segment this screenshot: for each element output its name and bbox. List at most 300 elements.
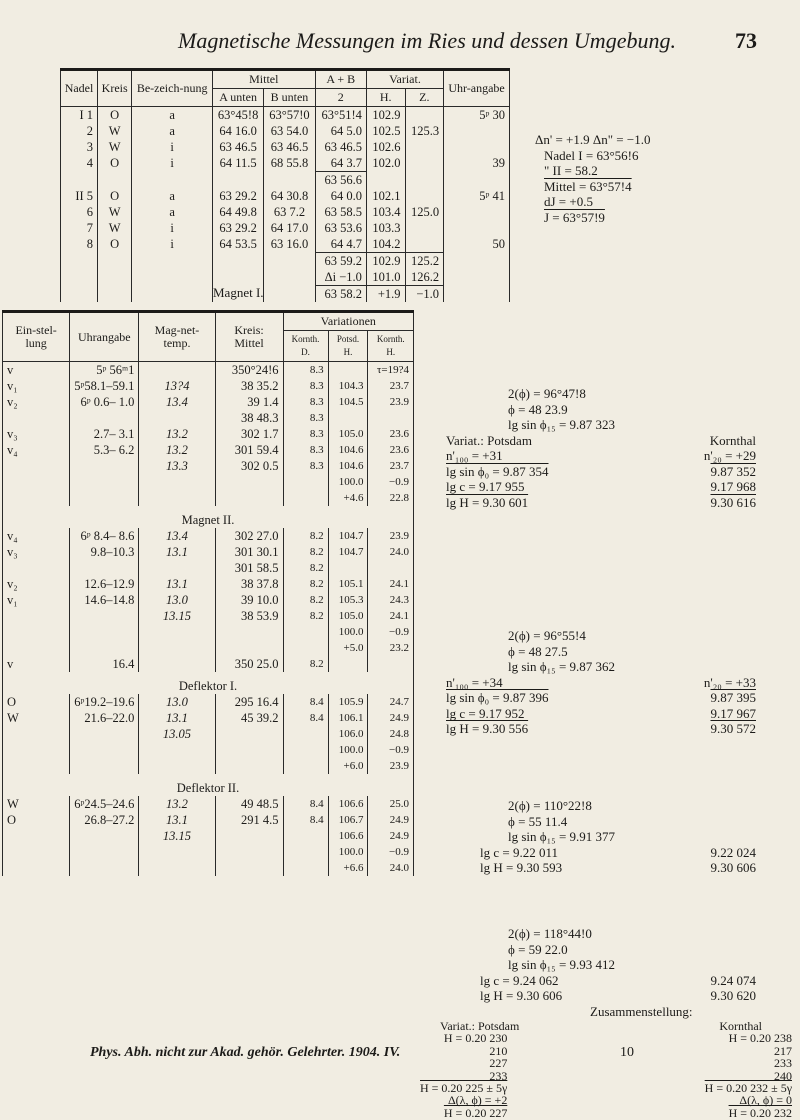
result-block-3 — [446, 628, 756, 737]
table-cell: 8.2 — [283, 592, 328, 608]
table-cell — [70, 490, 139, 506]
summary-value-rows — [420, 1032, 792, 1119]
summary-values — [420, 1020, 792, 1119]
table-cell: 64 11.5 — [212, 155, 263, 172]
col-h: H. — [366, 89, 405, 107]
table-cell: 13.1 — [139, 710, 215, 726]
table-cell: 302 27.0 — [215, 528, 283, 544]
table-cell: 64 4.7 — [315, 236, 366, 253]
table-cell: 106.1 — [328, 710, 368, 726]
nadel-i-line: Nadel I = 63°56!6 — [544, 147, 639, 163]
table-cell — [3, 474, 70, 490]
table-cell: −1.0 — [405, 286, 444, 303]
table-cell — [3, 844, 70, 860]
n-row — [446, 448, 756, 464]
col-variationen: Variationen — [283, 312, 414, 331]
variat-potsdam: Variat.: Potsdam — [446, 432, 532, 448]
table-cell — [61, 269, 98, 286]
table-cell: 63 53.6 — [315, 220, 366, 236]
table-row — [61, 172, 510, 189]
delta-n-line: Δn' = +1.9 Δn" = −1.0 — [535, 132, 651, 147]
table-cell — [328, 656, 368, 672]
table-cell — [283, 860, 328, 876]
table-cell: 125.3 — [405, 123, 444, 139]
table-cell — [264, 253, 315, 270]
table-cell — [283, 742, 328, 758]
table-cell: 8.3 — [283, 362, 328, 379]
table-cell: 39 1.4 — [215, 394, 283, 410]
summary-value: H = 0.20 230 — [443, 1031, 508, 1046]
table-row — [3, 458, 414, 474]
running-title: Magnetische Messungen im Ries und dessen Umgebung. — [178, 28, 676, 53]
table-cell: 125.2 — [405, 253, 444, 270]
table-cell: 63 46.5 — [264, 139, 315, 155]
table-cell — [3, 410, 70, 426]
lgc-kornthal: 9.22 024 — [710, 844, 756, 860]
table-cell — [215, 624, 283, 640]
phi2-line: 2(ϕ) = 118°44!0 — [508, 926, 592, 941]
table-cell: 63 29.2 — [212, 188, 263, 204]
table-cell: 63 58.2 — [315, 286, 366, 303]
lgc-kornthal: 9.24 074 — [710, 972, 756, 988]
table-cell: 23.2 — [368, 640, 414, 656]
table-cell: 4 — [61, 155, 98, 172]
table-cell: W — [98, 220, 132, 236]
table-cell: 295 16.4 — [215, 694, 283, 710]
table-cell: 63 54.0 — [264, 123, 315, 139]
table-cell: 103.4 — [366, 204, 405, 220]
summary-value: 227 — [489, 1056, 508, 1071]
result-block-2 — [446, 386, 756, 510]
table-cell: 23.7 — [368, 458, 414, 474]
table-row — [61, 155, 510, 172]
table-cell: 13?4 — [139, 378, 215, 394]
table-cell: 301 58.5 — [215, 560, 283, 576]
table-cell: O — [3, 812, 70, 828]
table-cell — [215, 758, 283, 774]
table-cell: 64 17.0 — [264, 220, 315, 236]
lgsin15-line: lg sin ϕ₁₅ = 9.87 362 — [508, 659, 616, 674]
table-cell: 8.2 — [283, 528, 328, 544]
table-cell: 68 55.8 — [264, 155, 315, 172]
table-row — [3, 362, 414, 379]
table-cell: W — [98, 139, 132, 155]
table-cell: 126.2 — [405, 269, 444, 286]
table-cell: 13.1 — [139, 576, 215, 592]
table-cell: 8.3 — [283, 394, 328, 410]
table-cell: 13.05 — [139, 726, 215, 742]
table-cell — [328, 560, 368, 576]
table-cell: 104.6 — [328, 458, 368, 474]
table-row — [61, 139, 510, 155]
table-cell: 24.7 — [368, 694, 414, 710]
table-cell: Δi −1.0 — [315, 269, 366, 286]
table-cell: 5ᵖ 56ᵐ1 — [70, 362, 139, 379]
table-cell: 8 — [61, 236, 98, 253]
table-row — [3, 528, 414, 544]
j-line: J = 63°57!9 — [544, 209, 605, 225]
table-cell: 105.3 — [328, 592, 368, 608]
summary-value: 210 — [489, 1043, 508, 1058]
lgsin0-potsdam: lg sin ϕ₀ = 9.87 354 — [446, 463, 549, 479]
phi-line: ϕ = 48 23.9 — [508, 401, 568, 417]
table-cell: W — [98, 123, 132, 139]
lgsin15-line: lg sin ϕ₁₅ = 9.91 377 — [508, 829, 616, 844]
variat-kornthal: Kornthal — [709, 432, 756, 448]
table-cell: +1.9 — [366, 286, 405, 303]
table-cell: W — [3, 796, 70, 812]
table-cell: 25.0 — [368, 796, 414, 812]
table-cell: 24.0 — [368, 544, 414, 560]
lgh-potsdam: lg H = 9.30 593 — [480, 860, 563, 875]
table-row — [61, 123, 510, 139]
table-cell: v₂ — [3, 394, 70, 410]
table-cell: 23.9 — [368, 528, 414, 544]
table-cell — [283, 624, 328, 640]
table-cell: +6.6 — [328, 860, 368, 876]
col-b-unten: B unten — [264, 89, 315, 107]
lgc-row — [480, 845, 756, 861]
n-potsdam: n'₁₀₀ = +34 — [446, 674, 503, 690]
table-cell — [70, 410, 139, 426]
phi2-line: 2(ϕ) = 96°47!8 — [508, 386, 586, 401]
lgsin0-kornthal: 9.87 352 — [710, 463, 756, 479]
table-cell — [264, 269, 315, 286]
summary-value: 217 — [774, 1043, 792, 1058]
section-caption: Deflektor I. — [3, 672, 414, 694]
lgh-kornthal: 9.30 620 — [710, 988, 756, 1003]
table-cell: 301 59.4 — [215, 442, 283, 458]
n-row — [446, 675, 756, 691]
table-cell: 64 30.8 — [264, 188, 315, 204]
col-nadel: Nadel — [61, 70, 98, 107]
table-row — [3, 860, 414, 876]
table-cell: 64 0.0 — [315, 188, 366, 204]
table-cell: 13.4 — [139, 528, 215, 544]
table-cell — [3, 490, 70, 506]
lgsin0-row — [446, 690, 756, 706]
table-cell: 16.4 — [70, 656, 139, 672]
table-cell: 8.2 — [283, 560, 328, 576]
table-cell: 2.7– 3.1 — [70, 426, 139, 442]
table-cell: i — [132, 220, 213, 236]
table-row — [3, 394, 414, 410]
table-cell: −0.9 — [368, 742, 414, 758]
table-cell: 38 53.9 — [215, 608, 283, 624]
table-row — [3, 656, 414, 672]
table-cell — [70, 608, 139, 624]
table-cell: 26.8–27.2 — [70, 812, 139, 828]
table-cell — [444, 220, 510, 236]
table-cell: i — [132, 139, 213, 155]
table-cell: v₄ — [3, 528, 70, 544]
table-cell — [132, 253, 213, 270]
table-cell: 302 0.5 — [215, 458, 283, 474]
table-cell: 7 — [61, 220, 98, 236]
col-mittel: Mittel — [212, 70, 315, 89]
table-cell: I 1 — [61, 107, 98, 124]
table-cell: 105.9 — [328, 694, 368, 710]
table-cell: 24.9 — [368, 812, 414, 828]
table-cell: 13.0 — [139, 592, 215, 608]
magnet-i-body — [61, 107, 510, 303]
table-cell: 8.4 — [283, 710, 328, 726]
table-cell — [283, 490, 328, 506]
table-cell: 38 48.3 — [215, 410, 283, 426]
summary-value: 233 — [774, 1056, 792, 1071]
table-row — [3, 576, 414, 592]
col-kreis: Kreis — [98, 70, 132, 107]
table-cell: 45 39.2 — [215, 710, 283, 726]
table-cell: 302 1.7 — [215, 426, 283, 442]
table-cell — [405, 107, 444, 124]
table-cell: 24.3 — [368, 592, 414, 608]
col-z: Z. — [405, 89, 444, 107]
table-cell — [98, 172, 132, 189]
table-cell: 23.9 — [368, 758, 414, 774]
lgh-row — [446, 721, 756, 737]
table-cell: 23.6 — [368, 426, 414, 442]
table-row — [3, 442, 414, 458]
col-kornth-d: Kornth. D. — [283, 331, 328, 362]
table-cell: 350 25.0 — [215, 656, 283, 672]
phi2-line: 2(ϕ) = 110°22!8 — [508, 798, 592, 813]
table-cell: 39 10.0 — [215, 592, 283, 608]
col-bezeichnung: Be-zeich-nung — [132, 70, 213, 107]
table-row — [3, 796, 414, 812]
col-kornth-h: Kornth. H. — [368, 331, 414, 362]
table-cell: 13.0 — [139, 694, 215, 710]
table-cell — [70, 860, 139, 876]
summary-kornthal-col — [705, 1032, 792, 1119]
col-potsd-h: Potsd. H. — [328, 331, 368, 362]
summary-head-kornthal: Kornthal — [719, 1019, 762, 1033]
table-cell: 63 58.5 — [315, 204, 366, 220]
table-cell — [3, 860, 70, 876]
table-cell — [70, 758, 139, 774]
table-cell — [61, 286, 98, 303]
footer-citation: Phys. Abh. nicht zur Akad. gehör. Gelehrter. 1904. IV. — [90, 1045, 401, 1060]
summary-block — [420, 1004, 693, 1020]
lgc-row — [480, 973, 756, 989]
table-cell — [215, 640, 283, 656]
table-cell: 63 7.2 — [264, 204, 315, 220]
table-cell: 102.9 — [366, 107, 405, 124]
lgc-potsdam: lg c = 9.22 011 — [480, 844, 558, 860]
table-cell: 64 49.8 — [212, 204, 263, 220]
table-cell: 106.7 — [328, 812, 368, 828]
table-cell: 5ᵖ 30 — [444, 107, 510, 124]
table-cell: 24.9 — [368, 710, 414, 726]
lgsin0-kornthal: 9.87 395 — [710, 690, 756, 705]
phi-line: ϕ = 59 22.0 — [508, 941, 568, 957]
table-cell: 104.3 — [328, 378, 368, 394]
dj-line: dJ = +0.5 — [544, 194, 593, 209]
result-block-4 — [480, 798, 756, 876]
table-cell: 100.0 — [328, 474, 368, 490]
table-cell — [283, 828, 328, 844]
table-cell: 102.5 — [366, 123, 405, 139]
table-cell: i — [132, 236, 213, 253]
table-cell — [366, 172, 405, 189]
section-caption: Magnet II. — [3, 506, 414, 528]
table-cell — [212, 269, 263, 286]
table-cell: 350°24!6 — [215, 362, 283, 379]
table-cell: 13.15 — [139, 828, 215, 844]
n-kornthal: n'₂₀ = +29 — [703, 448, 756, 463]
n-potsdam: n'₁₀₀ = +31 — [446, 448, 503, 463]
table-cell — [139, 640, 215, 656]
lgh-kornthal: 9.30 606 — [710, 860, 756, 875]
table-cell — [212, 253, 263, 270]
table-cell: 63 59.2 — [315, 253, 366, 270]
table-cell: +6.0 — [328, 758, 368, 774]
table-cell: 8.4 — [283, 812, 328, 828]
section-caption: Deflektor II. — [3, 774, 414, 796]
table-cell: a — [132, 188, 213, 204]
table-cell: 104.7 — [328, 544, 368, 560]
table-cell: v₁ — [3, 592, 70, 608]
table-cell: 105.1 — [328, 576, 368, 592]
table-cell: 63 46.5 — [315, 139, 366, 155]
table-cell — [405, 139, 444, 155]
col-uhrangabe: Uhr-angabe — [444, 70, 510, 107]
lgc-kornthal: 9.17 968 — [710, 479, 756, 494]
summary-value: Δ(λ, ϕ) = +2 — [447, 1093, 508, 1108]
table-cell: +4.6 — [328, 490, 368, 506]
table-cell: 14.6–14.8 — [70, 592, 139, 608]
table-cell: 8.2 — [283, 608, 328, 624]
table-cell: 39 — [444, 155, 510, 172]
table-row — [61, 286, 510, 303]
table-cell: 100.0 — [328, 742, 368, 758]
table-cell: 63 16.0 — [264, 236, 315, 253]
table-cell: 102.6 — [366, 139, 405, 155]
page-number: 73 — [735, 28, 757, 53]
table-cell: 104.5 — [328, 394, 368, 410]
table-row — [61, 220, 510, 236]
lgh-row — [480, 860, 756, 876]
table-cell — [444, 253, 510, 270]
lgh-potsdam: lg H = 9.30 601 — [446, 494, 529, 510]
table-cell: 106.0 — [328, 726, 368, 742]
table-row — [3, 828, 414, 844]
table-cell — [283, 726, 328, 742]
table-cell: v — [3, 362, 70, 379]
table-cell: +5.0 — [328, 640, 368, 656]
table-cell — [98, 253, 132, 270]
table-row — [3, 592, 414, 608]
section-caption-row — [3, 672, 414, 694]
lgc-kornthal: 9.17 967 — [710, 705, 756, 721]
table-cell: 13.3 — [139, 458, 215, 474]
section-caption-row — [3, 506, 414, 528]
table-row — [3, 640, 414, 656]
summary-value: H = 0.20 232 — [728, 1105, 792, 1120]
summary-head-potsdam: Variat.: Potsdam — [440, 1019, 520, 1033]
col-two: 2 — [315, 89, 366, 107]
table-cell — [70, 458, 139, 474]
lgsin0-row — [446, 464, 756, 480]
table-cell: 64 5.0 — [315, 123, 366, 139]
table-cell: v₃ — [3, 544, 70, 560]
lgh-kornthal: 9.30 572 — [710, 721, 756, 736]
table-cell: 13.1 — [139, 544, 215, 560]
table-cell: 13.2 — [139, 796, 215, 812]
table-cell: 106.6 — [328, 828, 368, 844]
lgc-potsdam: lg c = 9.17 955 — [446, 479, 525, 494]
col-variat: Variat. — [366, 70, 443, 89]
table-row — [61, 269, 510, 286]
table-cell — [215, 474, 283, 490]
table-cell: 5ᵖ58.1–59.1 — [70, 378, 139, 394]
table-cell — [212, 172, 263, 189]
table-cell — [139, 624, 215, 640]
table-cell — [3, 624, 70, 640]
table-cell: 23.7 — [368, 378, 414, 394]
table-cell — [405, 172, 444, 189]
table-cell: O — [98, 107, 132, 124]
table-cell — [98, 269, 132, 286]
table-cell: 8.3 — [283, 378, 328, 394]
table-cell: 24.8 — [368, 726, 414, 742]
table-cell — [132, 172, 213, 189]
table-cell: 6ᵖ19.2–19.6 — [70, 694, 139, 710]
lgh-kornthal: 9.30 616 — [710, 494, 756, 510]
table-cell — [215, 828, 283, 844]
table-cell: 8.3 — [283, 410, 328, 426]
table-cell — [328, 362, 368, 379]
table-cell: O — [3, 694, 70, 710]
lgh-row — [480, 988, 756, 1004]
table-cell — [61, 172, 98, 189]
table-cell: v₃ — [3, 426, 70, 442]
table-cell: v₁ — [3, 378, 70, 394]
table-cell: a — [132, 123, 213, 139]
magnet-ii-body — [3, 362, 414, 877]
table-cell — [3, 828, 70, 844]
table-cell: v — [3, 656, 70, 672]
lgc-potsdam: lg c = 9.17 952 — [446, 705, 525, 721]
table-cell: 23.6 — [368, 442, 414, 458]
lgc-row — [446, 706, 756, 722]
table-cell — [215, 844, 283, 860]
table-cell — [3, 560, 70, 576]
table-cell: a — [132, 204, 213, 220]
table-row — [3, 844, 414, 860]
table-cell — [3, 726, 70, 742]
table-cell: 102.9 — [366, 253, 405, 270]
footer-number: 10 — [620, 1045, 634, 1060]
table-row — [61, 188, 510, 204]
table-cell: 8.2 — [283, 544, 328, 560]
table-row — [3, 694, 414, 710]
table-row — [3, 474, 414, 490]
table-cell — [444, 269, 510, 286]
phi2-line: 2(ϕ) = 96°55!4 — [508, 628, 586, 643]
table-cell — [444, 139, 510, 155]
table-cell: 13.15 — [139, 608, 215, 624]
table-cell — [70, 742, 139, 758]
caption-magnet-i: Magnet I. — [213, 285, 264, 300]
table-cell: 8.4 — [283, 796, 328, 812]
table-cell — [283, 758, 328, 774]
table-cell — [405, 236, 444, 253]
table-cell — [405, 188, 444, 204]
table-cell: 24.1 — [368, 608, 414, 624]
table-cell — [264, 286, 315, 303]
table-cell: 63 56.6 — [315, 172, 366, 189]
